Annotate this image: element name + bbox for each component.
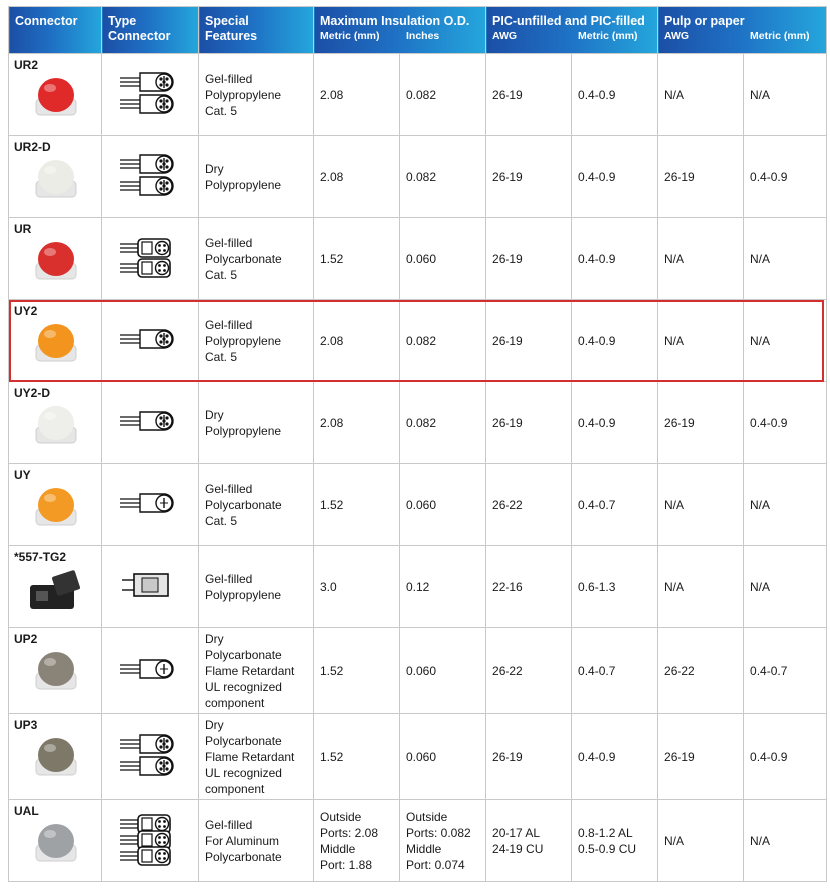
- table-row: [9, 136, 827, 218]
- metric-mm-cell: 1.52: [314, 628, 400, 714]
- table-row: [9, 54, 827, 136]
- header-pic-awg: AWG: [492, 30, 518, 42]
- pulp-awg-cell: N/A: [658, 546, 744, 628]
- connector-cell: [9, 218, 102, 300]
- type-connector-cell: [102, 382, 199, 464]
- header-pulp-awg: AWG: [664, 30, 690, 42]
- pulp-awg-cell: 26-19: [658, 382, 744, 464]
- pulp-metric-cell: N/A: [744, 800, 827, 882]
- header-inches: Inches: [406, 30, 440, 42]
- connector-name: UP3: [14, 718, 38, 732]
- pulp-metric-cell: 0.4-0.9: [744, 714, 827, 800]
- connector-cell: [9, 382, 102, 464]
- special-features-cell: Gel-filled For Aluminum Polycarbonate: [199, 800, 314, 882]
- header-pulp: Pulp or paper AWG Metric (mm): [658, 7, 827, 54]
- connector-cell: [9, 546, 102, 628]
- connector-cell: [9, 300, 102, 382]
- inches-cell: 0.060: [400, 464, 486, 546]
- connector-type-diagram-icon: [118, 224, 182, 290]
- type-connector-cell: [102, 300, 199, 382]
- pic-awg-cell: 26-19: [486, 218, 572, 300]
- pulp-awg-cell: N/A: [658, 54, 744, 136]
- pic-awg-cell: 20-17 AL 24-19 CU: [486, 800, 572, 882]
- type-connector-cell: [102, 54, 199, 136]
- pulp-metric-cell: N/A: [744, 464, 827, 546]
- pic-awg-cell: 22-16: [486, 546, 572, 628]
- pulp-metric-cell: N/A: [744, 218, 827, 300]
- connector-cell: [9, 714, 102, 800]
- connector-cell: [9, 136, 102, 218]
- pic-metric-cell: 0.4-0.9: [572, 382, 658, 464]
- special-features-cell: Gel-filled Polypropylene: [199, 546, 314, 628]
- connector-name: UY2-D: [14, 386, 51, 400]
- connector-type-diagram-icon: [118, 470, 182, 536]
- pic-awg-cell: 26-22: [486, 464, 572, 546]
- connector-name: UY2: [14, 304, 38, 318]
- metric-mm-cell: 2.08: [314, 300, 400, 382]
- metric-mm-cell: 1.52: [314, 464, 400, 546]
- metric-mm-cell: 2.08: [314, 382, 400, 464]
- pic-metric-cell: 0.4-0.7: [572, 628, 658, 714]
- special-features-cell: Gel-filled Polypropylene Cat. 5: [199, 300, 314, 382]
- pic-awg-cell: 26-22: [486, 628, 572, 714]
- inches-cell: 0.060: [400, 628, 486, 714]
- table-row: [9, 464, 827, 546]
- pic-metric-cell: 0.4-0.9: [572, 218, 658, 300]
- connector-name: *557-TG2: [14, 550, 67, 564]
- pic-metric-cell: 0.4-0.9: [572, 54, 658, 136]
- pic-awg-cell: 26-19: [486, 300, 572, 382]
- metric-mm-cell: 2.08: [314, 54, 400, 136]
- pic-awg-cell: 26-19: [486, 54, 572, 136]
- table-row: [9, 546, 827, 628]
- pulp-awg-cell: 26-19: [658, 136, 744, 218]
- inches-cell: 0.060: [400, 714, 486, 800]
- pic-metric-cell: 0.4-0.9: [572, 300, 658, 382]
- connector-name: UR2-D: [14, 140, 51, 154]
- metric-mm-cell: 2.08: [314, 136, 400, 218]
- pulp-awg-cell: N/A: [658, 300, 744, 382]
- metric-mm-cell: 1.52: [314, 714, 400, 800]
- connector-name: UP2: [14, 632, 38, 646]
- pulp-awg-cell: N/A: [658, 800, 744, 882]
- connector-cell: [9, 800, 102, 882]
- connector-type-diagram-icon: [118, 636, 182, 702]
- special-features-cell: Gel-filled Polycarbonate Cat. 5: [199, 464, 314, 546]
- table-row: [9, 382, 827, 464]
- pulp-metric-cell: 0.4-0.7: [744, 628, 827, 714]
- pulp-awg-cell: 26-19: [658, 714, 744, 800]
- type-connector-cell: [102, 546, 199, 628]
- connector-cell: [9, 54, 102, 136]
- header-row: [9, 7, 827, 54]
- pic-metric-cell: 0.4-0.9: [572, 136, 658, 218]
- connector-name: UAL: [14, 804, 39, 818]
- connector-type-diagram-icon: [118, 722, 182, 788]
- special-features-cell: Dry Polypropylene: [199, 382, 314, 464]
- inches-cell: Outside Ports: 0.082 Middle Port: 0.074: [400, 800, 486, 882]
- pulp-awg-cell: N/A: [658, 218, 744, 300]
- type-connector-cell: [102, 218, 199, 300]
- connector-spec-table: [8, 6, 827, 882]
- header-max-insulation: Maximum Insulation O.D. Metric (mm) Inches: [314, 7, 486, 54]
- pic-awg-cell: 26-19: [486, 714, 572, 800]
- pic-awg-cell: 26-19: [486, 382, 572, 464]
- type-connector-cell: [102, 136, 199, 218]
- type-connector-cell: [102, 464, 199, 546]
- inches-cell: 0.082: [400, 300, 486, 382]
- connector-photo-icon: [24, 321, 86, 369]
- inches-cell: 0.082: [400, 54, 486, 136]
- pulp-metric-cell: N/A: [744, 300, 827, 382]
- connector-photo-icon: [24, 821, 86, 869]
- inches-cell: 0.060: [400, 218, 486, 300]
- pic-awg-cell: 26-19: [486, 136, 572, 218]
- inches-cell: 0.082: [400, 136, 486, 218]
- connector-photo-icon: [24, 649, 86, 697]
- connector-photo-icon: [24, 567, 86, 615]
- metric-mm-cell: 1.52: [314, 218, 400, 300]
- table-row: [9, 714, 827, 800]
- pulp-awg-cell: 26-22: [658, 628, 744, 714]
- pulp-metric-cell: N/A: [744, 54, 827, 136]
- header-special-features: Special Features: [199, 7, 314, 54]
- connector-photo-icon: [24, 735, 86, 783]
- header-pulp-metric: Metric (mm): [750, 30, 810, 42]
- type-connector-cell: [102, 800, 199, 882]
- pic-metric-cell: 0.8-1.2 AL 0.5-0.9 CU: [572, 800, 658, 882]
- connector-type-diagram-icon: [118, 806, 182, 872]
- pic-metric-cell: 0.4-0.7: [572, 464, 658, 546]
- connector-cell: [9, 464, 102, 546]
- header-connector: Connector: [9, 7, 102, 54]
- type-connector-cell: [102, 714, 199, 800]
- connector-type-diagram-icon: [118, 306, 182, 372]
- connector-photo-icon: [24, 157, 86, 205]
- metric-mm-cell: 3.0: [314, 546, 400, 628]
- connector-type-diagram-icon: [118, 142, 182, 208]
- table-row: [9, 800, 827, 882]
- metric-mm-cell: Outside Ports: 2.08 Middle Port: 1.88: [314, 800, 400, 882]
- inches-cell: 0.082: [400, 382, 486, 464]
- pic-metric-cell: 0.4-0.9: [572, 714, 658, 800]
- special-features-cell: Dry Polypropylene: [199, 136, 314, 218]
- pulp-awg-cell: N/A: [658, 464, 744, 546]
- connector-type-diagram-icon: [118, 552, 182, 618]
- pulp-metric-cell: 0.4-0.9: [744, 136, 827, 218]
- type-connector-cell: [102, 628, 199, 714]
- connector-name: UR: [14, 222, 32, 236]
- pulp-metric-cell: 0.4-0.9: [744, 382, 827, 464]
- table-row: [9, 628, 827, 714]
- pic-metric-cell: 0.6-1.3: [572, 546, 658, 628]
- connector-photo-icon: [24, 239, 86, 287]
- connector-type-diagram-icon: [118, 388, 182, 454]
- connector-photo-icon: [24, 403, 86, 451]
- special-features-cell: Gel-filled Polycarbonate Cat. 5: [199, 218, 314, 300]
- header-metric-mm: Metric (mm): [320, 30, 380, 42]
- table-row: [9, 218, 827, 300]
- connector-photo-icon: [24, 485, 86, 533]
- header-type-connector: Type Connector: [102, 7, 199, 54]
- header-pic: PIC-unfilled and PIC-filled AWG Metric (mm): [486, 7, 658, 54]
- inches-cell: 0.12: [400, 546, 486, 628]
- connector-cell: [9, 628, 102, 714]
- table-row: [9, 300, 827, 382]
- header-pic-metric: Metric (mm): [578, 30, 638, 42]
- pulp-metric-cell: N/A: [744, 546, 827, 628]
- connector-name: UR2: [14, 58, 39, 72]
- special-features-cell: Dry Polycarbonate Flame Retardant UL recognized component: [199, 714, 314, 800]
- connector-type-diagram-icon: [118, 60, 182, 126]
- special-features-cell: Dry Polycarbonate Flame Retardant UL recognized component: [199, 628, 314, 714]
- connector-photo-icon: [24, 75, 86, 123]
- connector-name: UY: [14, 468, 31, 482]
- special-features-cell: Gel-filled Polypropylene Cat. 5: [199, 54, 314, 136]
